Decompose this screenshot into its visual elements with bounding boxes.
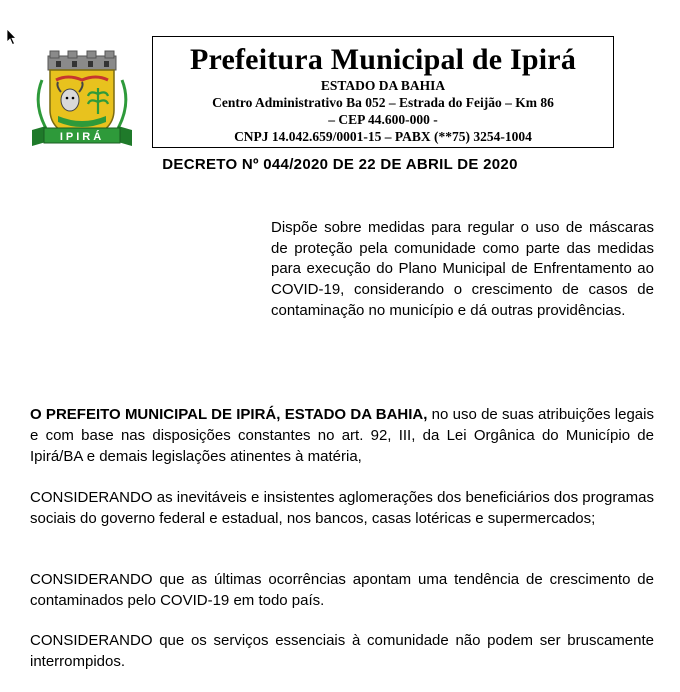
decree-title: DECRETO Nº 044/2020 DE 22 DE ABRIL DE 2020 (162, 156, 518, 173)
considerando-paragraph-3: CONSIDERANDO que os serviços essenciais à comunidade não podem ser bruscamente interrompidos. (30, 632, 654, 670)
banner-text: IPIRÁ (59, 131, 105, 143)
address-line: Centro Administrativo Ba 052 – Estrada do Feijão – Km 86 (212, 95, 554, 110)
considerando-paragraph-2: CONSIDERANDO que as últimas ocorrências apontam uma tendência de crescimento de contaminados pelo COVID-19 em todo país. (30, 571, 654, 609)
crown-shape (48, 51, 116, 70)
letterhead-box (152, 36, 614, 148)
municipal-coat-of-arms-icon (28, 50, 136, 150)
decree-summary: Dispõe sobre medidas para regular o uso de máscaras de proteção pela comunidade como parte das medidas para execução do Plano Municipal de Enfrentamento ao COVID-19, considerando o crescimento de casos de contaminação no município e dá outras providências. (271, 219, 654, 319)
preamble-bold-text: O PREFEITO MUNICIPAL DE IPIRÁ, ESTADO DA BAHIA, (30, 406, 428, 423)
preamble-text: no uso de suas atribuições legais e com base nas disposições constantes no art. 92, III, da Lei Orgânica do Município de Ipirá/BA e demais legislações atinentes à matéria, (30, 406, 654, 465)
preamble-paragraph (30, 404, 654, 467)
municipality-title: Prefeitura Municipal de Ipirá (189, 43, 577, 76)
mouse-pointer-icon (6, 28, 18, 46)
cnpj-line: CNPJ 14.042.659/0001-15 – PABX (**75) 3254-1004 (234, 129, 532, 144)
considerando-paragraph-1: CONSIDERANDO as inevitáveis e insistentes aglomerações dos beneficiários dos programas sociais do governo federal e estadual, nos bancos, casas lotéricas e supermercados; (30, 489, 654, 527)
state-line: ESTADO DA BAHIA (320, 78, 446, 93)
cep-line: – CEP 44.600-000 - (328, 112, 438, 127)
